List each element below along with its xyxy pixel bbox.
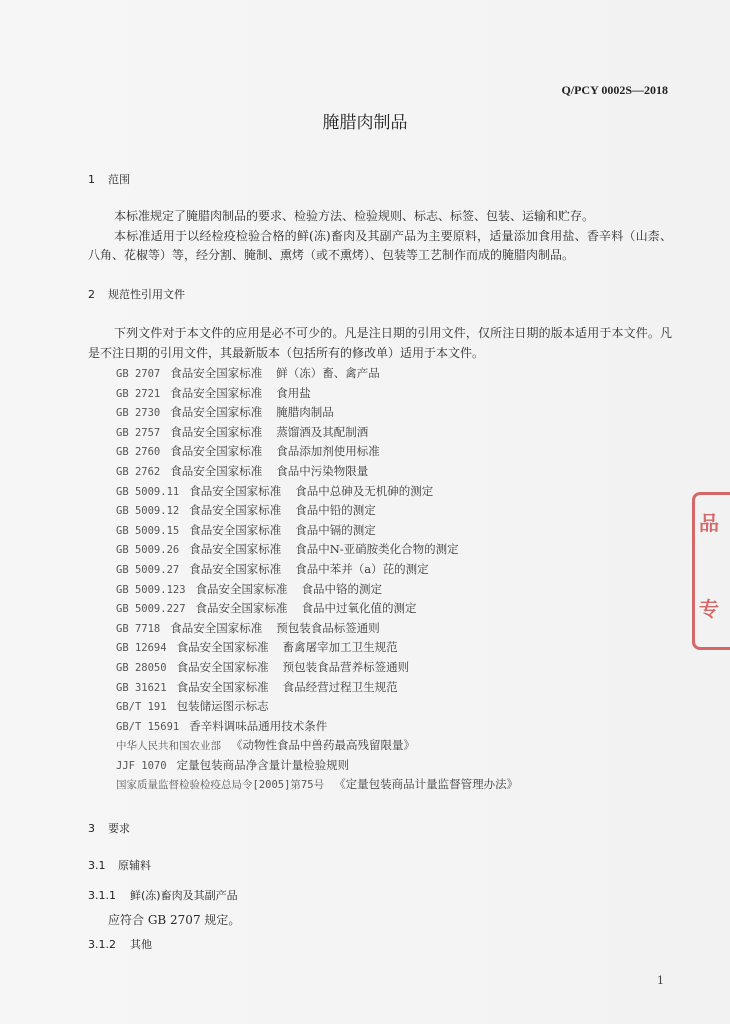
reference-code: GB 5009.27: [116, 563, 180, 576]
reference-prefix: 食品安全国家标准: [195, 581, 288, 596]
reference-title: 腌腊肉制品: [276, 405, 334, 420]
reference-code: GB 2721: [116, 387, 161, 400]
section-3-1-heading: [88, 857, 151, 873]
reference-item: [116, 442, 518, 462]
reference-item: [116, 697, 518, 717]
reference-item: [116, 736, 518, 756]
scope-paragraphs: [88, 207, 672, 266]
reference-item: [116, 501, 518, 521]
reference-title: 食品中过氧化值的测定: [301, 601, 417, 616]
reference-code: GB 7718: [116, 622, 161, 635]
reference-code: JJF 1070: [116, 759, 167, 772]
reference-title: 食品中污染物限量: [276, 463, 369, 478]
reference-code: GB 12694: [116, 642, 167, 655]
reference-title: 蒸馏酒及其配制酒: [276, 424, 369, 439]
scope-paragraph-2: 本标准适用于以经检疫检验合格的鲜(冻)畜肉及其副产品为主要原料，适量添加食用盐、香辛料（山柰、八角、花椒等）等，经分割、腌制、熏烤（或不熏烤）、包装等工艺制作而成的腌腊肉制品。: [88, 228, 672, 262]
reference-item: [116, 775, 518, 795]
section-title: 规范性引用文件: [108, 288, 185, 301]
reference-item: [116, 384, 518, 404]
normative-intro: [88, 324, 672, 363]
reference-item: [116, 678, 518, 698]
reference-title: 畜禽屠宰加工卫生规范: [282, 640, 398, 655]
reference-code: GB 2707: [116, 368, 161, 380]
reference-code: GB/T 191: [116, 701, 167, 714]
reference-code: GB 2762: [116, 465, 161, 478]
reference-list: [116, 364, 518, 795]
section-title: 鲜(冻)畜肉及其副产品: [130, 889, 238, 902]
scope-paragraph-1: 本标准规定了腌腊肉制品的要求、检验方法、检验规则、标志、标签、包装、运输和贮存。: [114, 209, 595, 223]
reference-code: GB 28050: [116, 661, 167, 674]
reference-title: 预包装食品标签通则: [276, 620, 380, 635]
section-title: 原辅料: [118, 859, 151, 872]
section-number: 3.1.2: [88, 938, 116, 951]
section-title: 范围: [108, 173, 130, 186]
reference-code: GB 2760: [116, 446, 161, 459]
reference-item: [116, 599, 518, 619]
reference-prefix: 食品安全国家标准: [176, 659, 269, 674]
reference-item: [116, 423, 518, 443]
reference-title: 预包装食品营养标签通则: [282, 659, 410, 674]
reference-title: 食品中N-亚硝胺类化合物的测定: [295, 542, 459, 557]
reference-item: [116, 560, 518, 580]
reference-item: [116, 482, 518, 502]
section-3-1-2-heading: [88, 936, 152, 952]
reference-title: 食品中铅的测定: [295, 503, 376, 518]
reference-item: [116, 521, 518, 541]
reference-title: 食用盐: [276, 385, 311, 400]
reference-item: [116, 580, 518, 600]
reference-code: GB 5009.26: [116, 544, 180, 557]
reference-prefix: 食品安全国家标准: [170, 620, 263, 635]
reference-prefix: 食品安全国家标准: [189, 503, 282, 518]
reference-item: [116, 619, 518, 639]
reference-code: GB 5009.15: [116, 524, 180, 537]
section-number: 3.1: [88, 859, 106, 872]
reference-prefix: 食品安全国家标准: [170, 444, 263, 459]
reference-code: GB 5009.12: [116, 505, 180, 518]
reference-item: [116, 658, 518, 678]
reference-item: [116, 462, 518, 482]
section-number: 3: [88, 822, 95, 835]
reference-title: 《定量包装商品计量监督管理办法》: [334, 777, 519, 792]
stamp-char-1: 品: [699, 511, 719, 535]
reference-title: 食品中苯并（a）芘的测定: [295, 561, 429, 576]
page-number: 1: [657, 974, 664, 987]
reference-code: 中华人民共和国农业部: [116, 740, 221, 753]
normative-intro-text: 下列文件对于本文件的应用是必不可少的。凡是注日期的引用文件，仅所注日期的版本适用于本文件。凡是不注日期的引用文件，其最新版本（包括所有的修改单）适用于本文件。: [88, 326, 672, 360]
document-title: 腌腊肉制品: [322, 113, 408, 133]
reference-prefix: 食品安全国家标准: [170, 385, 263, 400]
requirement-3-1-1-text: 应符合 GB 2707 规定。: [108, 913, 241, 927]
section-2-heading: [88, 286, 185, 302]
reference-item: [116, 638, 518, 658]
reference-item: [116, 756, 518, 776]
reference-title: 食品经营过程卫生规范: [282, 679, 398, 694]
reference-title: 鲜（冻）畜、禽产品: [276, 366, 380, 380]
section-3-1-1-heading: [88, 887, 238, 903]
reference-title: 定量包装商品净含量计量检验规则: [176, 757, 350, 772]
section-number: 2: [88, 288, 95, 301]
reference-title: 食品中铬的测定: [301, 581, 383, 596]
stamp-char-2: 专: [699, 597, 719, 621]
section-1-heading: [88, 171, 130, 187]
section-3-heading: [88, 820, 130, 836]
section-title: 要求: [108, 822, 130, 835]
reference-prefix: 食品安全国家标准: [189, 522, 282, 537]
reference-prefix: 食品安全国家标准: [176, 640, 269, 655]
reference-prefix: 食品安全国家标准: [189, 542, 282, 557]
reference-code: GB 31621: [116, 681, 167, 694]
reference-prefix: 食品安全国家标准: [170, 463, 263, 478]
reference-prefix: 食品安全国家标准: [189, 561, 282, 576]
reference-title: 香辛料调味品通用技术条件: [189, 718, 328, 733]
reference-item: [116, 717, 518, 737]
reference-code: GB 5009.227: [116, 603, 186, 616]
reference-prefix: 食品安全国家标准: [170, 424, 263, 439]
section-title: 其他: [130, 938, 152, 951]
reference-prefix: 食品安全国家标准: [170, 405, 263, 420]
reference-code: GB 2757: [116, 426, 161, 439]
reference-item: [116, 403, 518, 423]
reference-item: [116, 364, 518, 384]
reference-code: GB 2730: [116, 407, 161, 420]
reference-code: GB 5009.11: [116, 485, 180, 498]
reference-title: 《动物性食品中兽药最高残留限量》: [231, 738, 415, 753]
reference-title: 食品中总砷及无机砷的测定: [295, 483, 434, 498]
reference-title: 食品中镉的测定: [295, 522, 376, 537]
reference-code: 国家质量监督检验检疫总局令[2005]第75号: [116, 779, 325, 792]
red-seal-stamp: [692, 492, 730, 650]
reference-code: GB/T 15691: [116, 720, 180, 733]
reference-code: GB 5009.123: [116, 583, 186, 596]
reference-title: 食品添加剂使用标准: [276, 444, 380, 459]
standard-code: Q/PCY 0002S—2018: [561, 83, 668, 97]
reference-prefix: 食品安全国家标准: [170, 366, 263, 380]
section-number: 3.1.1: [88, 889, 116, 902]
reference-item: [116, 540, 518, 560]
reference-prefix: 食品安全国家标准: [176, 679, 269, 694]
section-number: 1: [88, 173, 95, 186]
reference-title: 包装储运图示标志: [176, 699, 269, 714]
reference-prefix: 食品安全国家标准: [195, 601, 288, 616]
reference-prefix: 食品安全国家标准: [189, 483, 282, 498]
